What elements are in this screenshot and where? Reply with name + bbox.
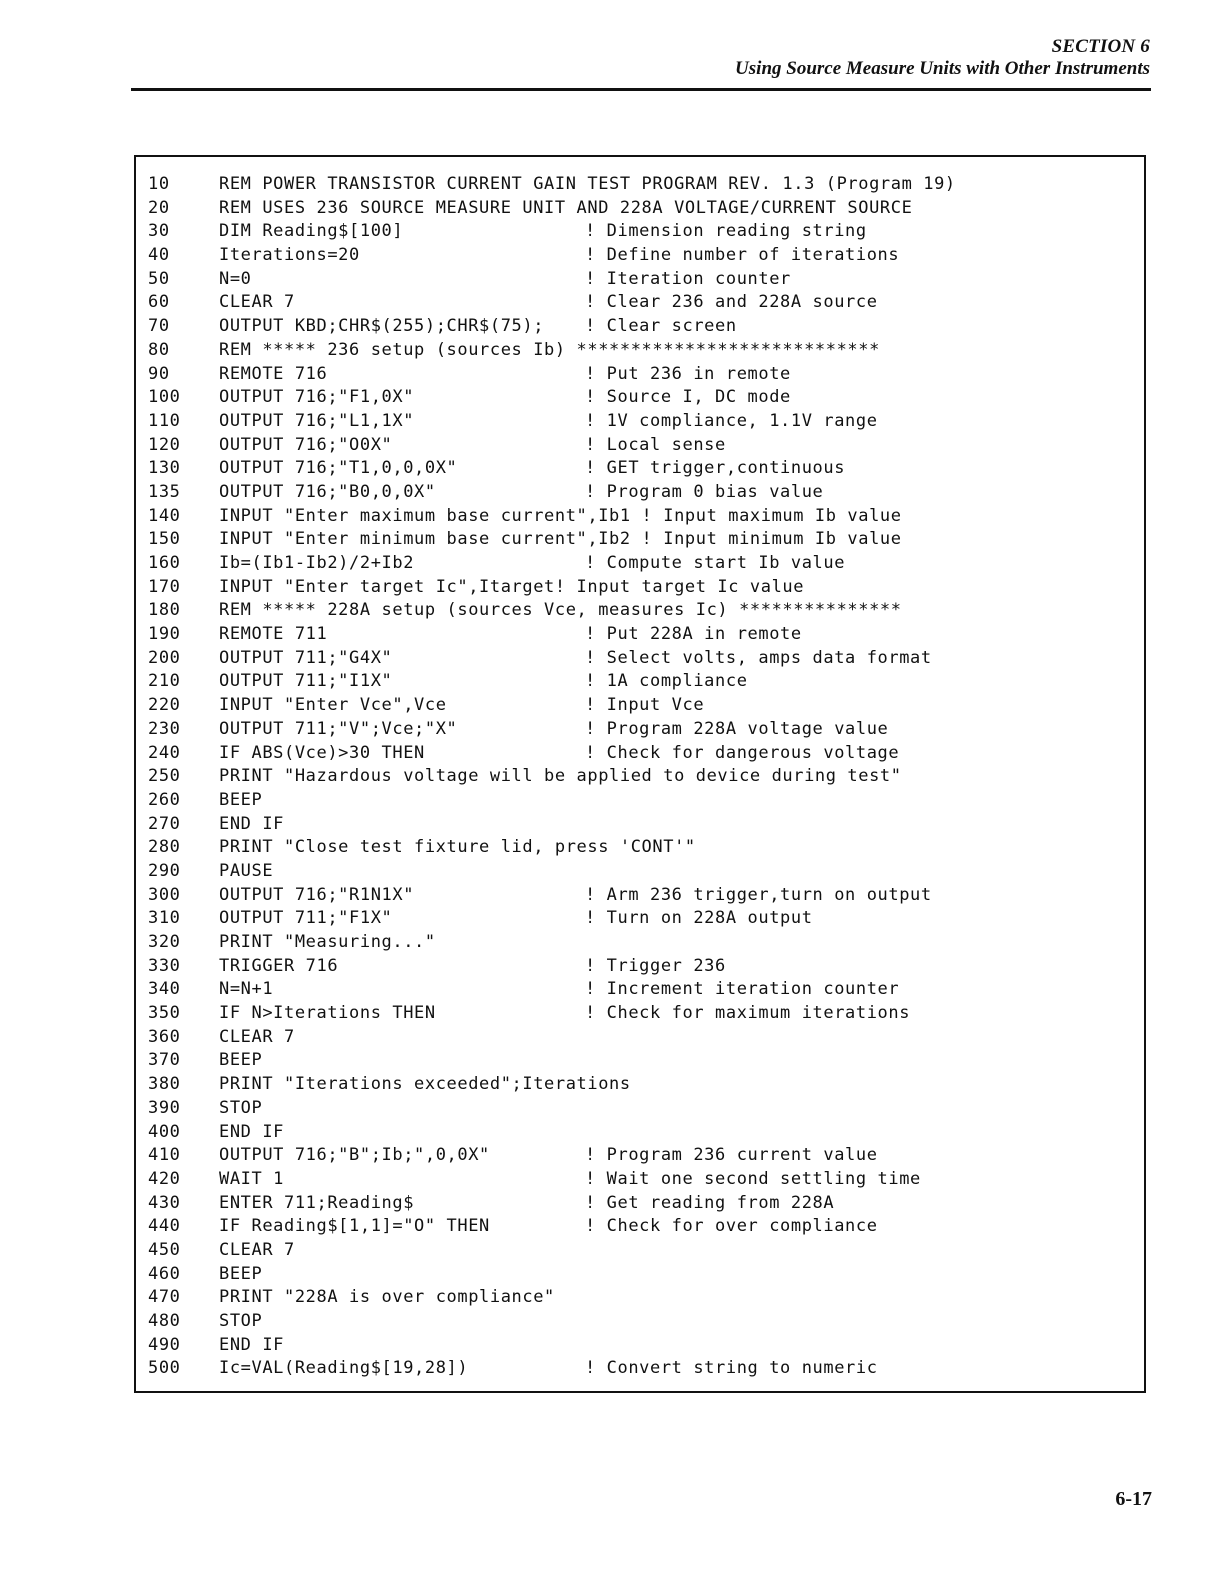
- header-rule: [131, 88, 1151, 91]
- code-line: [148, 694, 1144, 718]
- line-number: 30: [148, 221, 170, 242]
- code-line: [148, 647, 1144, 671]
- line-code: INPUT "Enter minimum base current",Ib2 ! Input minimum Ib value: [219, 529, 902, 550]
- line-number: 60: [148, 292, 170, 313]
- line-code: OUTPUT 711;"I1X": [219, 671, 393, 692]
- code-line: [148, 481, 1144, 505]
- line-number: 120: [148, 434, 181, 455]
- line-code: BEEP: [219, 1263, 263, 1284]
- code-line: [148, 1263, 1144, 1287]
- line-comment: ! Compute start Ib value: [585, 553, 846, 573]
- code-line: [148, 1215, 1144, 1239]
- line-comment: ! Turn on 228A output: [585, 908, 813, 929]
- line-code: OUTPUT KBD;CHR$(255);CHR$(75);: [219, 316, 545, 337]
- code-line: [148, 860, 1144, 884]
- code-line: [148, 907, 1144, 931]
- line-code: N=N+1: [219, 979, 274, 1000]
- code-line: [148, 197, 1144, 221]
- line-number: 110: [148, 410, 181, 431]
- line-code: INPUT "Enter maximum base current",Ib1 ! Input maximum Ib value: [219, 505, 902, 526]
- line-code: OUTPUT 716;"B0,0,0X": [219, 481, 436, 502]
- line-number: 390: [148, 1097, 181, 1118]
- line-number: 450: [148, 1239, 181, 1260]
- line-code: N=0: [219, 268, 252, 289]
- line-number: 40: [148, 245, 170, 266]
- line-number: 490: [148, 1334, 181, 1355]
- line-number: 290: [148, 860, 181, 881]
- line-code: PAUSE: [219, 860, 274, 881]
- code-line: [148, 339, 1144, 363]
- line-code: DIM Reading$[100]: [219, 221, 404, 242]
- line-code: REM USES 236 SOURCE MEASURE UNIT AND 228A VOLTAGE/CURRENT SOURCE: [219, 197, 913, 218]
- line-number: 370: [148, 1050, 181, 1071]
- line-comment: ! Select volts, amps data format: [585, 647, 932, 668]
- line-code: CLEAR 7: [219, 1026, 295, 1047]
- code-line: [148, 623, 1144, 647]
- line-number: 320: [148, 932, 181, 952]
- line-number: 310: [148, 908, 181, 929]
- code-line: [148, 789, 1144, 813]
- line-number: 410: [148, 1145, 181, 1166]
- line-code: PRINT "Measuring...": [219, 932, 436, 952]
- line-number: 420: [148, 1168, 181, 1189]
- code-line: [148, 813, 1144, 837]
- line-number: 230: [148, 718, 181, 739]
- page-number: 6-17: [1115, 1488, 1152, 1510]
- line-number: 140: [148, 505, 181, 526]
- line-code: Ic=VAL(Reading$[19,28]): [219, 1358, 469, 1379]
- code-line: [148, 765, 1144, 789]
- line-number: 10: [148, 174, 170, 194]
- line-number: 440: [148, 1216, 181, 1237]
- line-number: 210: [148, 671, 181, 692]
- line-comment: ! Local sense: [585, 434, 726, 455]
- line-code: PRINT "Close test fixture lid, press 'CONT'": [219, 837, 696, 858]
- line-number: 100: [148, 387, 181, 408]
- page-header: [735, 36, 1150, 80]
- line-code: IF ABS(Vce)>30 THEN: [219, 742, 425, 763]
- line-code: REM ***** 236 setup (sources Ib) ****************************: [219, 339, 880, 360]
- line-number: 190: [148, 624, 181, 645]
- line-number: 360: [148, 1026, 181, 1047]
- line-comment: ! Check for over compliance: [585, 1216, 878, 1237]
- line-code: REM ***** 228A setup (sources Vce, measures Ic) ***************: [219, 600, 902, 621]
- line-code: OUTPUT 716;"F1,0X": [219, 387, 415, 408]
- line-comment: ! Wait one second settling time: [585, 1168, 921, 1189]
- line-code: CLEAR 7: [219, 292, 295, 313]
- line-comment: ! Dimension reading string: [585, 221, 867, 242]
- line-comment: ! Program 228A voltage value: [585, 718, 889, 739]
- line-comment: ! Arm 236 trigger,turn on output: [585, 884, 932, 905]
- code-lines: [148, 173, 1144, 1381]
- code-line: [148, 1073, 1144, 1097]
- line-comment: ! Clear screen: [585, 316, 737, 337]
- line-code: Ib=(Ib1-Ib2)/2+Ib2: [219, 553, 415, 573]
- line-comment: ! Trigger 236: [585, 955, 726, 976]
- code-line: [148, 386, 1144, 410]
- code-line: [148, 268, 1144, 292]
- code-line: [148, 955, 1144, 979]
- line-number: 150: [148, 529, 181, 550]
- line-comment: ! Put 228A in remote: [585, 624, 802, 645]
- line-code: IF N>Iterations THEN: [219, 1003, 436, 1024]
- code-line: [148, 1026, 1144, 1050]
- line-number: 70: [148, 316, 170, 337]
- line-code: STOP: [219, 1311, 263, 1331]
- line-code: IF Reading$[1,1]="O" THEN: [219, 1216, 490, 1237]
- line-code: OUTPUT 716;"B";Ib;",0,0X": [219, 1145, 490, 1166]
- line-number: 200: [148, 647, 181, 668]
- code-line: [148, 1121, 1144, 1145]
- code-line: [148, 1192, 1144, 1216]
- code-line: [148, 576, 1144, 600]
- section-label: SECTION 6: [1051, 36, 1150, 57]
- line-number: 160: [148, 553, 181, 573]
- line-number: 50: [148, 268, 170, 289]
- line-code: INPUT "Enter target Ic",Itarget! Input target Ic value: [219, 576, 805, 597]
- code-line: [148, 1310, 1144, 1334]
- line-number: 500: [148, 1358, 181, 1379]
- code-line: [148, 528, 1144, 552]
- line-number: 180: [148, 600, 181, 621]
- line-code: OUTPUT 716;"R1N1X": [219, 884, 415, 905]
- line-number: 430: [148, 1192, 181, 1213]
- line-comment: ! Put 236 in remote: [585, 363, 791, 384]
- line-number: 250: [148, 766, 181, 787]
- code-line: [148, 244, 1144, 268]
- code-line: [148, 742, 1144, 766]
- code-line: [148, 670, 1144, 694]
- code-line: [148, 220, 1144, 244]
- code-line: [148, 505, 1144, 529]
- line-code: PRINT "Hazardous voltage will be applied to device during test": [219, 766, 902, 787]
- line-comment: ! GET trigger,continuous: [585, 458, 846, 479]
- line-code: REMOTE 711: [219, 624, 328, 645]
- line-number: 20: [148, 197, 170, 218]
- code-line: [148, 457, 1144, 481]
- line-code: CLEAR 7: [219, 1239, 295, 1260]
- code-line: [148, 931, 1144, 955]
- line-comment: ! Input Vce: [585, 695, 705, 716]
- line-code: INPUT "Enter Vce",Vce: [219, 695, 447, 716]
- line-number: 350: [148, 1003, 181, 1024]
- line-number: 400: [148, 1121, 181, 1142]
- line-comment: ! Clear 236 and 228A source: [585, 292, 878, 313]
- line-code: OUTPUT 711;"V";Vce;"X": [219, 718, 458, 739]
- line-number: 470: [148, 1287, 181, 1308]
- line-comment: ! Iteration counter: [585, 268, 791, 289]
- line-number: 340: [148, 979, 181, 1000]
- line-comment: ! 1A compliance: [585, 671, 748, 692]
- code-line: [148, 1097, 1144, 1121]
- line-comment: ! Convert string to numeric: [585, 1358, 878, 1379]
- code-line: [148, 1002, 1144, 1026]
- line-code: PRINT "Iterations exceeded";Iterations: [219, 1074, 631, 1095]
- line-comment: ! Program 0 bias value: [585, 481, 824, 502]
- line-code: OUTPUT 716;"L1,1X": [219, 410, 415, 431]
- line-code: TRIGGER 716: [219, 955, 339, 976]
- code-line: [148, 836, 1144, 860]
- line-comment: ! Check for maximum iterations: [585, 1003, 911, 1024]
- code-line: [148, 410, 1144, 434]
- code-line: [148, 434, 1144, 458]
- line-code: OUTPUT 711;"F1X": [219, 908, 393, 929]
- code-line: [148, 884, 1144, 908]
- line-code: PRINT "228A is over compliance": [219, 1287, 555, 1308]
- code-line: [148, 315, 1144, 339]
- line-number: 270: [148, 813, 181, 834]
- line-comment: ! Define number of iterations: [585, 245, 900, 266]
- line-number: 460: [148, 1263, 181, 1284]
- line-number: 480: [148, 1311, 181, 1331]
- line-code: END IF: [219, 1121, 285, 1142]
- line-code: ENTER 711;Reading$: [219, 1192, 415, 1213]
- line-code: Iterations=20: [219, 245, 360, 266]
- code-line: [148, 978, 1144, 1002]
- line-number: 170: [148, 576, 181, 597]
- line-comment: ! Source I, DC mode: [585, 387, 791, 408]
- code-line: [148, 552, 1144, 576]
- line-code: END IF: [219, 1334, 285, 1355]
- line-number: 130: [148, 458, 181, 479]
- program-listing: [134, 155, 1146, 1393]
- line-code: REMOTE 716: [219, 363, 328, 384]
- code-line: [148, 718, 1144, 742]
- line-code: REM POWER TRANSISTOR CURRENT GAIN TEST PROGRAM REV. 1.3 (Program 19): [219, 174, 956, 194]
- line-number: 280: [148, 837, 181, 858]
- line-code: STOP: [219, 1097, 263, 1118]
- code-line: [148, 599, 1144, 623]
- line-number: 380: [148, 1074, 181, 1095]
- line-code: WAIT 1: [219, 1168, 285, 1189]
- code-line: [148, 1144, 1144, 1168]
- code-line: [148, 363, 1144, 387]
- code-line: [148, 1357, 1144, 1381]
- line-comment: ! Program 236 current value: [585, 1145, 878, 1166]
- line-number: 90: [148, 363, 170, 384]
- line-code: OUTPUT 716;"O0X": [219, 434, 393, 455]
- line-number: 330: [148, 955, 181, 976]
- line-comment: ! Check for dangerous voltage: [585, 742, 900, 763]
- line-number: 260: [148, 789, 181, 810]
- line-number: 220: [148, 695, 181, 716]
- code-line: [148, 1049, 1144, 1073]
- line-code: OUTPUT 716;"T1,0,0,0X": [219, 458, 458, 479]
- line-code: END IF: [219, 813, 285, 834]
- line-number: 135: [148, 481, 181, 502]
- line-comment: ! 1V compliance, 1.1V range: [585, 410, 878, 431]
- code-line: [148, 1286, 1144, 1310]
- line-comment: ! Get reading from 228A: [585, 1192, 835, 1213]
- line-code: BEEP: [219, 1050, 263, 1071]
- line-code: BEEP: [219, 789, 263, 810]
- code-line: [148, 1168, 1144, 1192]
- line-number: 240: [148, 742, 181, 763]
- line-comment: ! Increment iteration counter: [585, 979, 900, 1000]
- code-line: [148, 1239, 1144, 1263]
- line-number: 300: [148, 884, 181, 905]
- code-line: [148, 291, 1144, 315]
- line-number: 80: [148, 339, 170, 360]
- code-line: [148, 1334, 1144, 1358]
- code-line: [148, 173, 1144, 197]
- section-subtitle: Using Source Measure Units with Other Instruments: [735, 58, 1150, 79]
- line-code: OUTPUT 711;"G4X": [219, 647, 393, 668]
